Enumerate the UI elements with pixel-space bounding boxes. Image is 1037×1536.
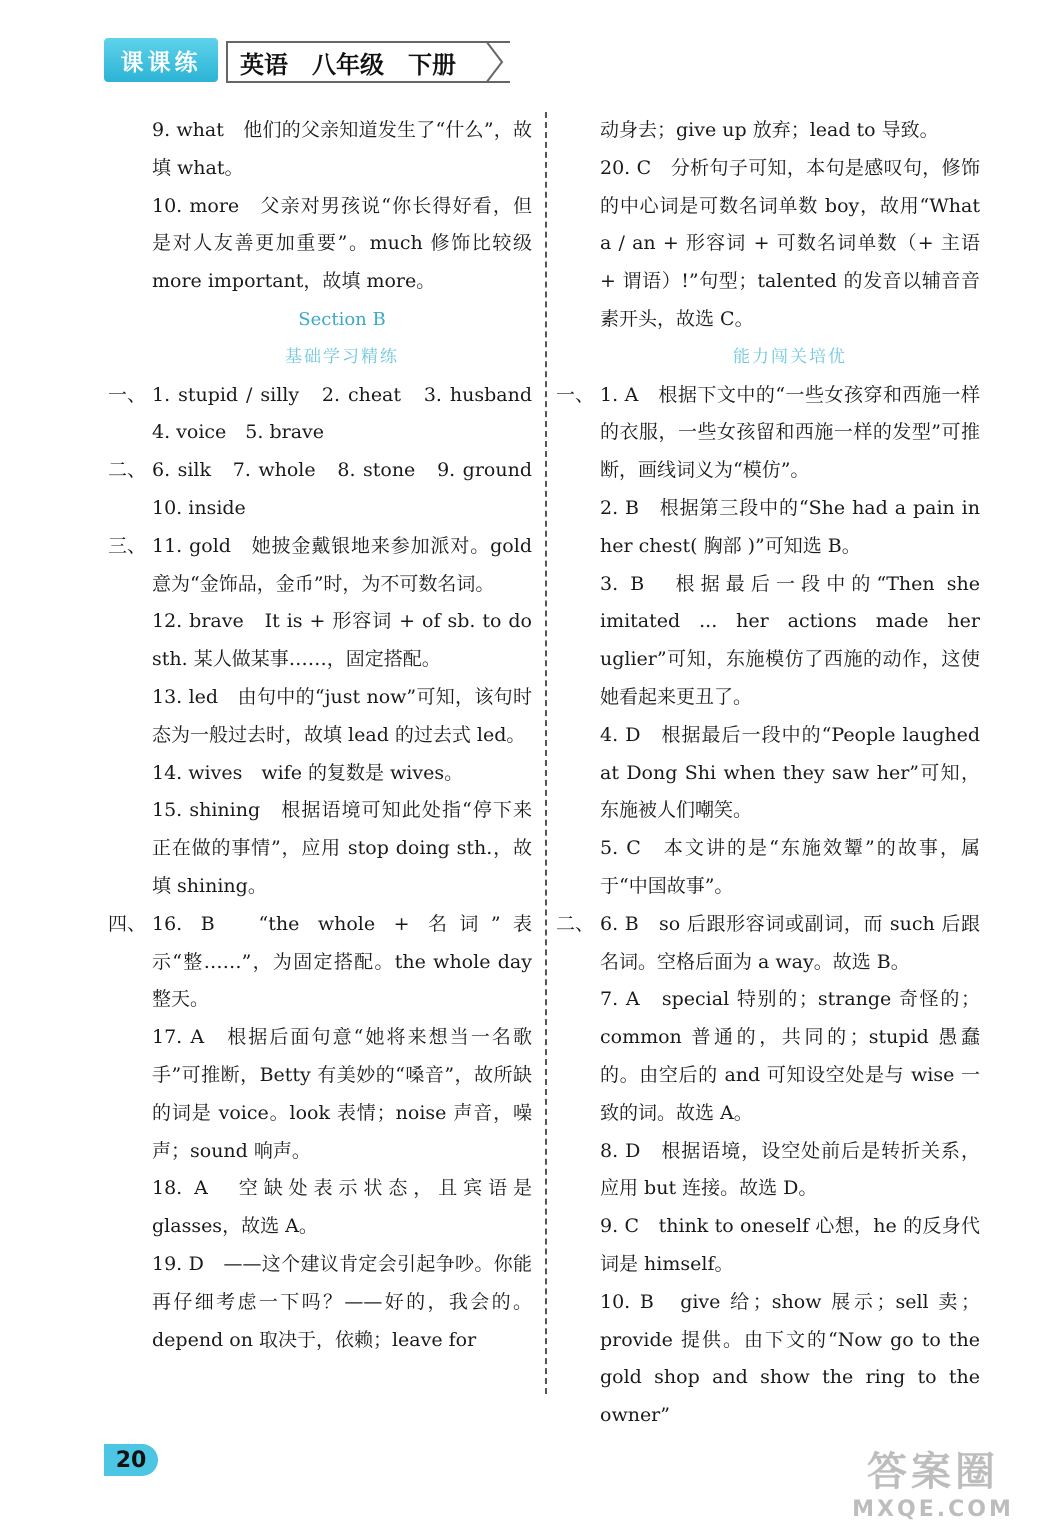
answer-group: [108, 377, 552, 453]
group-number: 一、: [556, 383, 595, 406]
left-column: [108, 112, 552, 1359]
header-arrow-icon: [484, 41, 504, 83]
page-number: 20: [104, 1444, 158, 1476]
answer-text: 11. gold 她披金戴银地来参加派对。gold 意为“金饰品，金币”时，为不可数名词。: [152, 534, 532, 595]
section-heading: Section B: [298, 308, 386, 330]
group-number: 四、: [108, 912, 147, 935]
answer-text: 5. C 本文讲的是“东施效颦”的故事，属于“中国故事”。: [600, 837, 980, 897]
subsection-heading: 能力闯关培优: [733, 346, 847, 367]
answer-text: 9. what 他们的父亲知道发生了“什么”，故填 what。: [152, 119, 532, 179]
answer-text: 9. C think to oneself 心想，he 的反身代词是 himself。: [600, 1215, 980, 1275]
answer-group: [556, 377, 980, 490]
answer-text: 16. B “the whole + 名词”表示“整……”，为固定搭配。the whole day 整天。: [152, 912, 532, 1011]
answer-text: 8. D 根据语境，设空处前后是转折关系，应用 but 连接。故选 D。: [600, 1139, 980, 1200]
page-header: [104, 38, 500, 84]
answer-text: 4. D 根据最后一段中的“People laughed at Dong Shi when they saw her”可知，东施被人们嘲笑。: [600, 723, 980, 822]
book-title: 英语 八年级 下册: [226, 41, 510, 83]
answer-group: [108, 452, 552, 528]
answer-text: 1. A 根据下文中的“一些女孩穿和西施一样的衣服，一些女孩留和西施一样的发型”可推断，画线词义为“模仿”。: [600, 383, 980, 482]
answer-text: 15. shining 根据语境可知此处指“停下来正在做的事情”，应用 stop doing sth.，故填 shining。: [152, 799, 532, 897]
column-divider: [545, 112, 547, 1394]
answer-text: 7. A special 特别的；strange 奇怪的；common 普通的，共同的；stupid 愚蠢的。由空后的 and 可知设空处是与 wise 一致的词。故选 A。: [600, 988, 980, 1124]
answer-text: 6. silk 7. whole 8. stone 9. ground 10. inside: [152, 459, 552, 519]
answer-group: [108, 906, 532, 1019]
answer-text: 17. A 根据后面句意“她将来想当一名歌手”可推断，Betty 有美妙的“嗓音”，故所缺的词是 voice。look 表情；noise 声音，噪声；sound 响声。: [152, 1026, 532, 1162]
group-number: 三、: [108, 534, 147, 557]
answer-text: 10. B give 给；show 展示；sell 卖；provide 提供。由下文的“Now go to the gold shop and show the ring to the owner”: [600, 1290, 980, 1427]
answer-text: 12. brave It is + 形容词 + of sb. to do sth. 某人做某事……，固定搭配。: [152, 610, 532, 671]
answer-text: 14. wives wife 的复数是 wives。: [152, 761, 464, 784]
answer-text: 动身去；give up 放弃；lead to 导致。: [600, 119, 939, 141]
group-number: 一、: [108, 383, 147, 406]
group-number: 二、: [556, 912, 595, 935]
answer-text: 6. B so 后跟形容词或副词，而 such 后跟名词。空格后面为 a way。故选 B。: [600, 912, 980, 973]
answer-text: 3. B 根据最后一段中的“Then she imitated ... her actions made her uglier”可知，东施模仿了西施的动作，这使她看起来更丑了。: [600, 572, 980, 708]
answer-text: 20. C 分析句子可知，本句是感叹句，修饰的中心词是可数名词单数 boy，故用“What a / an + 形容词 + 可数名词单数（+ 主语 + 谓语）!”句型；talented 的发音以辅音音素开头，故选 C。: [600, 156, 980, 330]
group-number: 二、: [108, 459, 147, 482]
answer-text: 1. stupid / silly 2. cheat 3. husband 4. voice 5. brave: [152, 383, 552, 444]
series-badge: 课课练: [104, 38, 218, 82]
answer-text: 19. D ——这个建议肯定会引起争吵。你能再仔细考虑一下吗？——好的，我会的。depend on 取决于，依赖；leave for: [152, 1252, 532, 1351]
subsection-heading: 基础学习精练: [285, 346, 399, 367]
answer-text: 13. led 由句中的“just now”可知，该句时态为一般过去时，故填 lead 的过去式 led。: [152, 685, 532, 746]
answer-group: [108, 528, 532, 604]
answer-group: [556, 906, 980, 982]
answer-text: 10. more 父亲对男孩说“你长得好看，但是对人友善更加重要”。much 修饰比较级 more important，故填 more。: [152, 194, 532, 293]
watermark-logo: 答案圈 MXQE.COM: [852, 1449, 1014, 1522]
answer-text: 18. A 空缺处表示状态，且宾语是 glasses，故选 A。: [152, 1177, 532, 1238]
right-column: [556, 112, 980, 1435]
answer-text: 2. B 根据第三段中的“She had a pain in her chest( 胸部 )”可知选 B。: [600, 496, 980, 557]
